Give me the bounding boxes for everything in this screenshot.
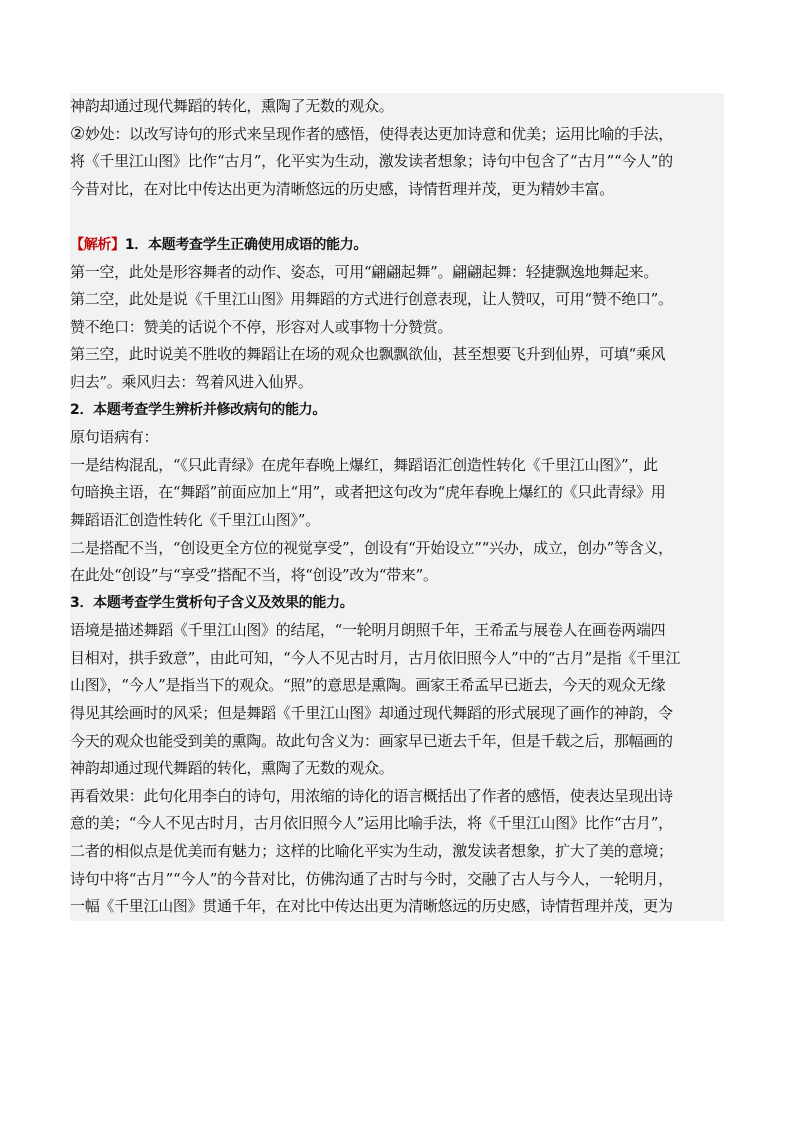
q1-title: 1．本题考查学生正确使用成语的能力。 <box>124 236 368 253</box>
answer-content <box>70 93 724 921</box>
text-line: 得见其绘画时的风采；但是舞蹈《千里江山图》却通过现代舞蹈的形式展现了画作的神韵，令 <box>70 704 673 723</box>
text-line: 二是搭配不当，“创设更全方位的视觉享受”，创设有“开始设立”“兴办，成立，创办”等含义， <box>70 538 673 557</box>
text-line: 神韵却通过现代舞蹈的转化，熏陶了无数的观众。 <box>70 97 394 115</box>
text-line: 语境是描述舞蹈《千里江山图》的结尾，“一轮明月朗照千年，王希孟与展卷人在画卷两端四 <box>70 621 666 640</box>
q3-title: 3．本题考查学生赏析句子含义及效果的能力。 <box>70 594 354 611</box>
text-line: 第一空，此处是形容舞者的动作、姿态，可用“翩翩起舞”。翩翩起舞：轻捷飘逸地舞起来。 <box>70 262 659 281</box>
text-line: 意的美；“今人不见古时月，古月依旧照今人”运用比喻手法，将《千里江山图》比作“古月”， <box>70 814 673 833</box>
text-line: 一是结构混乱，“《只此青绿》在虎年春晚上爆红，舞蹈语汇创造性转化《千里江山图》”，此 <box>70 455 658 474</box>
text-line: 再看效果：此句化用李白的诗句，用浓缩的诗化的语言概括出了作者的感悟，使表达呈现出诗 <box>70 786 673 805</box>
text-line: 神韵却通过现代舞蹈的转化，熏陶了无数的观众。 <box>70 759 394 778</box>
q2-title: 2．本题考查学生辨析并修改病句的能力。 <box>70 401 327 418</box>
text-line: 第三空，此时说美不胜收的舞蹈让在场的观众也飘飘欲仙，甚至想要飞升到仙界，可填“乘风 <box>70 345 666 364</box>
analysis-label: 【解析】 <box>70 236 125 253</box>
circled-number-2: ② <box>70 123 85 144</box>
text-line: 一幅《千里江山图》贯通千年，在对比中传达出更为清晰悠远的历史感，诗情哲理并茂，更为 <box>70 897 673 916</box>
blank-line <box>70 203 724 231</box>
miaochu-text: 妙处：以改写诗句的形式来呈现作者的感悟，使得表达更加诗意和优美；运用比喻的手法， <box>84 124 673 143</box>
text-line: 诗句中将“古月”“今人”的今昔对比，仿佛沟通了古时与今时，交融了古人与今人，一轮明月， <box>70 869 673 888</box>
miaochu-line <box>70 121 724 149</box>
text-line: 舞蹈语汇创造性转化《千里江山图》”。 <box>70 510 320 529</box>
text-line: 将《千里江山图》比作“古月”，化平实为生动，激发读者想象；诗句中包含了“古月”“今人”的 <box>70 152 673 171</box>
text-line: 赞不绝口：赞美的话说个不停，形容对人或事物十分赞赏。 <box>70 317 453 336</box>
text-line: 二者的相似点是优美而有魅力；这样的比喻化平实为生动，激发读者想象，扩大了美的意境； <box>70 842 673 861</box>
text-line: 句暗换主语，在“舞蹈”前面应加上“用”，或者把这句改为“虎年春晚上爆红的《只此青绿》用 <box>70 483 666 502</box>
text-line: 目相对，拱手致意”，由此可知，“今人不见古时月，古月依旧照今人”中的“古月”是指《千里江 <box>70 648 681 667</box>
text-line: 今天的观众也能受到美的熏陶。故此句含义为：画家早已逝去千年，但是千载之后，那幅画的 <box>70 731 673 750</box>
text-line: 在此处“创设”与“享受”搭配不当，将“创设”改为“带来”。 <box>70 566 438 585</box>
analysis-q1-title-line <box>70 231 724 259</box>
text-line: 原句语病有： <box>70 428 159 447</box>
text-line: 归去”。乘风归去：驾着风进入仙界。 <box>70 372 313 391</box>
text-line: 第二空，此处是说《千里江山图》用舞蹈的方式进行创意表现，让人赞叹，可用“赞不绝口”。 <box>70 290 673 309</box>
text-line: 山图》，“今人”是指当下的观众。“照”的意思是熏陶。画家王希孟早已逝去，今天的观众无缘 <box>70 676 666 695</box>
text-line: 今昔对比，在对比中传达出更为清晰悠远的历史感，诗情哲理并茂，更为精妙丰富。 <box>70 179 614 198</box>
